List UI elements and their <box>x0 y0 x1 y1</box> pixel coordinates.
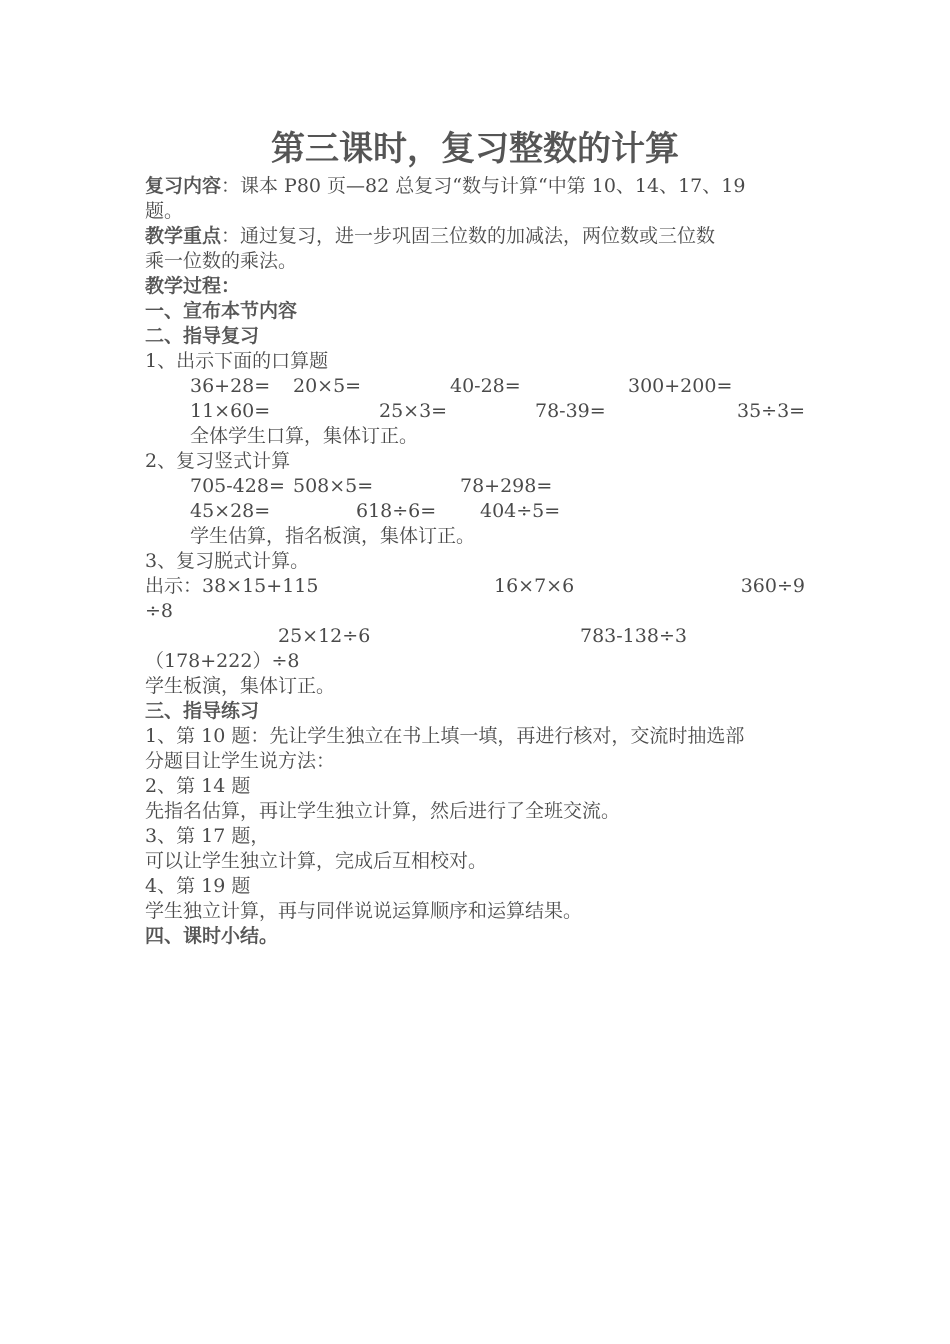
practice-line: 4、第 19 题 <box>145 875 251 897</box>
section-3-heading: 三、指导练习 <box>145 700 260 722</box>
section-1-heading: 一、宣布本节内容 <box>145 300 298 322</box>
key-points-line-2: 乘一位数的乘法。 <box>145 250 298 272</box>
review-content-label: 复习内容 <box>145 175 222 197</box>
detached-problem: 360÷9 <box>740 575 805 597</box>
vertical-problem: 404÷5= <box>480 500 561 522</box>
review-content-line <box>145 174 810 199</box>
practice-line: 2、第 14 题 <box>145 775 251 797</box>
detached-note: 学生板演，集体订正。 <box>145 675 336 697</box>
vertical-problem: 618÷6= <box>356 500 437 522</box>
practice-line: 可以让学生独立计算，完成后互相校对。 <box>145 850 488 872</box>
detached-problem: 出示：38×15+115 <box>145 575 319 597</box>
oral-problem: 11×60= <box>190 400 271 422</box>
oral-problem: 25×3= <box>379 400 448 422</box>
key-points-label: 教学重点 <box>145 225 222 247</box>
detached-problem: 25×12÷6 <box>278 625 371 647</box>
oral-problem: 300+200= <box>628 375 733 397</box>
vertical-problem: 508×5= <box>293 475 374 497</box>
detached-row-2-cont: （178+222）÷8 <box>145 650 300 672</box>
practice-line: 分题目让学生说方法： <box>145 750 336 772</box>
key-points-text: ：通过复习，进一步巩固三位数的加减法，两位数或三位数 <box>221 225 716 247</box>
review-content-text: ：课本 P80 页—82 总复习“数与计算“中第 10、14、17、19 <box>221 175 746 197</box>
detached-heading: 3、复习脱式计算。 <box>145 550 310 572</box>
vertical-note: 学生估算，指名板演，集体订正。 <box>190 525 476 547</box>
practice-line: 学生独立计算，再与同伴说说运算顺序和运算结果。 <box>145 900 583 922</box>
vertical-problem: 45×28= <box>190 500 271 522</box>
process-label: 教学过程： <box>145 275 241 297</box>
practice-line: 1、第 10 题：先让学生独立在书上填一填，再进行核对，交流时抽选部 <box>145 725 745 747</box>
detached-problem: 783-138÷3 <box>580 625 687 647</box>
detached-row-1-cont: ÷8 <box>145 600 174 622</box>
detached-problem: 16×7×6 <box>494 575 575 597</box>
document-title: 第三课时，复习整数的计算 <box>271 129 679 169</box>
oral-problem: 35÷3= <box>737 400 806 422</box>
vertical-problem: 705-428= <box>190 475 285 497</box>
review-content-line-2: 题。 <box>145 200 184 222</box>
section-2-heading: 二、指导复习 <box>145 325 260 347</box>
vertical-heading: 2、复习竖式计算 <box>145 450 291 472</box>
oral-heading: 1、出示下面的口算题 <box>145 350 329 372</box>
key-points-line <box>145 224 810 249</box>
practice-line: 先指名估算，再让学生独立计算，然后进行了全班交流。 <box>145 800 621 822</box>
practice-line: 3、第 17 题， <box>145 825 270 847</box>
oral-problem: 36+28= <box>190 375 271 397</box>
oral-problem: 20×5= <box>293 375 362 397</box>
oral-note: 全体学生口算，集体订正。 <box>190 425 419 447</box>
oral-problem: 78-39= <box>535 400 606 422</box>
section-4-heading: 四、课时小结。 <box>145 925 279 947</box>
vertical-problem: 78+298= <box>460 475 553 497</box>
oral-problem: 40-28= <box>450 375 521 397</box>
